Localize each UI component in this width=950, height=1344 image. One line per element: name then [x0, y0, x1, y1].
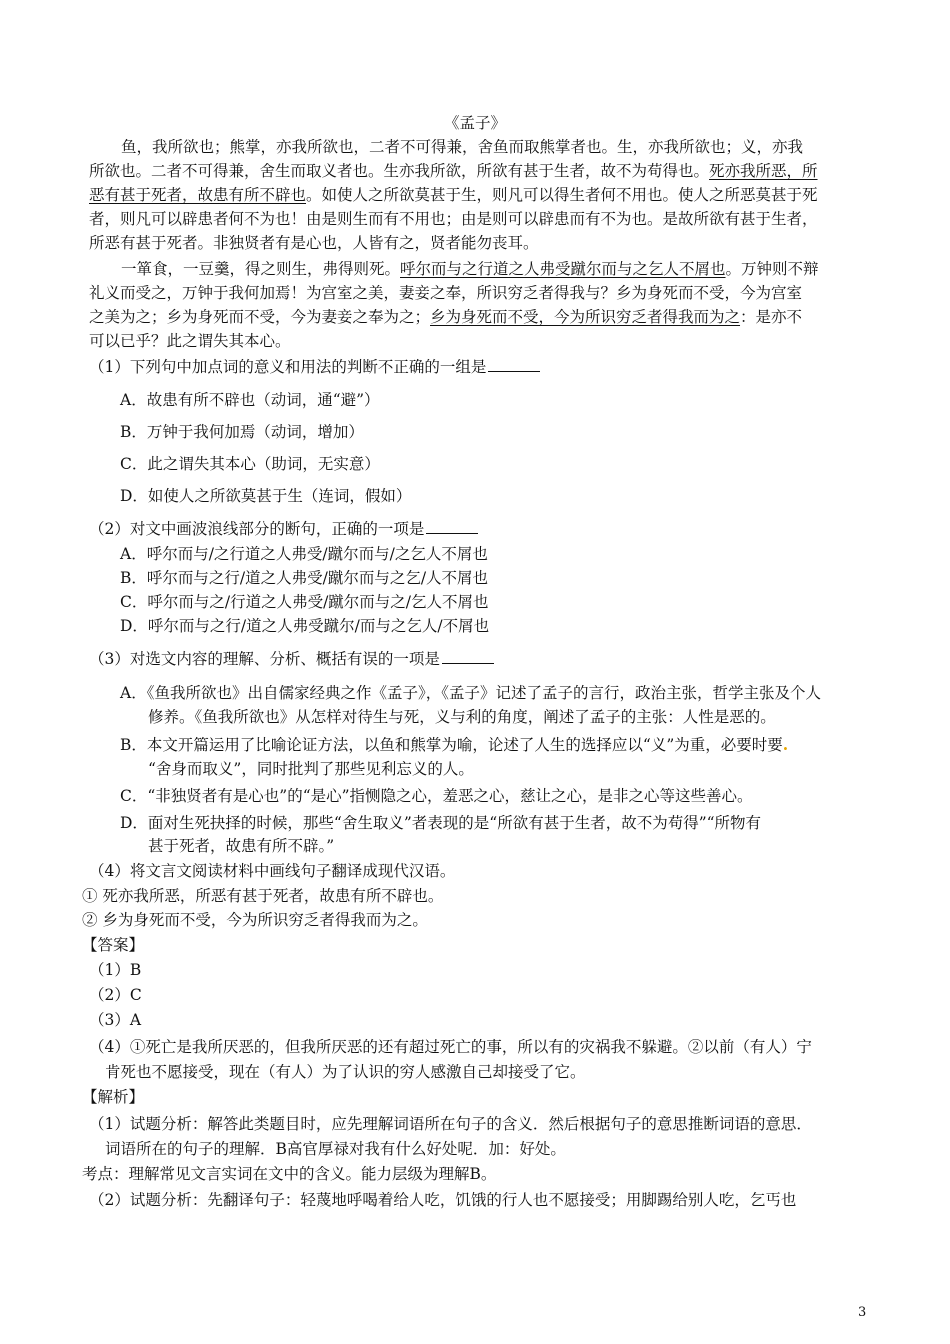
passage-line: 鱼，我所欲也；熊掌，亦我所欲也，二者不可得兼，舍鱼而取熊掌者也。生，亦我所欲也；义，亦我	[121, 138, 804, 156]
page-number: 3	[858, 1305, 867, 1320]
analysis-heading: 【解析】	[82, 1088, 145, 1106]
answer-heading: 【答案】	[82, 936, 145, 954]
q2-option-b: B．呼尔而与之行/道之人弗受/蹴尔而与之乞/人不屑也	[120, 569, 489, 587]
analysis-1-cont: 词语所在的句子的理解．B高官厚禄对我有什么好处呢．加：好处。	[105, 1140, 566, 1158]
answer-1: （1）B	[89, 961, 142, 979]
question-2-stem: （2）对文中画波浪线部分的断句，正确的一项是	[89, 517, 478, 541]
analysis-2: （2）试题分析：先翻译句子：轻蔑地呼喝着给人吃，饥饿的行人也不愿接受；用脚踢给别人吃，乞丐也	[89, 1191, 797, 1209]
q3-option-a-cont: 修养。《鱼我所欲也》从怎样对待生与死，义与利的角度，阐述了孟子的主张：人性是恶的。	[148, 708, 776, 726]
q2-option-c: C．呼尔而与之/行道之人弗受/蹴尔而与之/乞人不屑也	[120, 593, 489, 611]
passage-line: 之美为之；乡为身死而不受，今为妻妾之奉为之；乡为身死而不受，今为所识穷乏者得我而为之：是亦不	[89, 308, 803, 326]
q3-option-b: B．本文开篇运用了比喻论证方法，以鱼和熊掌为喻，论述了人生的选择应以“义”为重，必要时要.	[120, 735, 789, 754]
q1-option-a: A．故患有所不辟也（动词，通“避”）	[120, 391, 380, 409]
passage-line: 者，则凡可以辟患者何不为也！由是则生而有不用也；由是则可以辟患而有不为也。是故所欲有甚于生者，	[89, 210, 818, 228]
passage-title: 《孟子》	[443, 114, 506, 132]
q3-option-b-cont: “舍身而取义”，同时批判了那些见利忘义的人。	[148, 760, 474, 778]
underlined-sentence: 乡为身死而不受，今为所识穷乏者得我而为之	[430, 308, 741, 326]
q1-option-d: D．如使人之所欲莫甚于生（连词，假如）	[120, 487, 412, 505]
q4-sentence-1: ① 死亦我所恶，所恶有甚于死者，故患有所不辟也。	[82, 887, 444, 905]
passage-line: 礼义而受之，万钟于我何加焉！为宫室之美，妻妾之奉，所识穷乏者得我与？乡为身死而不受，今为宫室	[89, 284, 803, 302]
question-4-stem: （4）将文言文阅读材料中画线句子翻译成现代汉语。	[89, 862, 456, 880]
q3-option-c: C．“非独贤者有是心也”的“是心”指恻隐之心，羞恶之心，慈让之心，是非之心等这些善心。	[120, 787, 753, 805]
mark-dot: .	[782, 735, 789, 754]
q3-option-d-cont: 甚于死者，故患有所不辟。”	[148, 837, 335, 855]
q1-option-b: B．万钟于我何加焉（动词，增加）	[120, 423, 364, 441]
answer-3: （3）A	[89, 1011, 142, 1029]
passage-line: 一箪食，一豆羹，得之则生，弗得则死。呼尔而与之行道之人弗受蹴尔而与之乞人不屑也。万钟则不辩	[121, 260, 819, 278]
answer-blank	[426, 519, 478, 534]
analysis-1: （1）试题分析：解答此类题目时，应先理解词语所在句子的含义．然后根据句子的意思推断词语的意思．	[89, 1115, 812, 1133]
answer-blank	[442, 649, 494, 664]
q3-option-d: D．面对生死抉择的时候，那些“舍生取义”者表现的是“所欲有甚于生者，故不为苟得”“所物有	[120, 814, 762, 832]
question-1-stem: （1）下列句中加点词的意义和用法的判断不正确的一组是	[89, 355, 540, 379]
answer-blank	[488, 357, 540, 372]
underlined-sentence: 死亦我所恶，所	[709, 162, 818, 180]
passage-line: 所欲也。二者不可得兼，舍生而取义者也。生亦我所欲，所欲有甚于生者，故不为苟得也。死亦我所恶，所	[89, 162, 818, 180]
q3-option-a: A．《鱼我所欲也》出自儒家经典之作《孟子》，《孟子》记述了孟子的言行，政治主张，哲学主张及个人	[120, 684, 821, 702]
wavy-line-sentence: 呼尔而与之行道之人弗受蹴尔而与之乞人不屑也	[400, 260, 726, 278]
passage-line: 恶有甚于死者，故患有所不辟也。如使人之所欲莫甚于生，则凡可以得生者何不用也。使人之所恶莫甚于死	[89, 186, 818, 204]
answer-2: （2）C	[89, 986, 142, 1004]
underlined-sentence: 恶有甚于死者，故患有所不辟也	[89, 186, 307, 204]
passage-line: 所恶有甚于死者。非独贤者有是心也，人皆有之，贤者能勿丧耳。	[89, 234, 539, 252]
q2-option-d: D．呼尔而与之行/道之人弗受蹴尔/而与之乞人/不屑也	[120, 617, 490, 635]
answer-4-cont: 肯死也不愿接受，现在（有人）为了认识的穷人感激自己却接受了它。	[105, 1063, 586, 1081]
answer-4: （4）①死亡是我所厌恶的，但我所厌恶的还有超过死亡的事，所以有的灾祸我不躲避。②以前（有人）宁	[89, 1038, 812, 1056]
analysis-point: 考点：理解常见文言实词在文中的含义。能力层级为理解B。	[82, 1165, 497, 1183]
q1-option-c: C．此之谓失其本心（助词，无实意）	[120, 455, 380, 473]
q2-option-a: A．呼尔而与/之行道之人弗受/蹴尔而与/之乞人不屑也	[120, 545, 488, 563]
passage-line: 可以已乎？此之谓失其本心。	[89, 332, 291, 350]
question-3-stem: （3）对选文内容的理解、分析、概括有误的一项是	[89, 647, 494, 671]
q4-sentence-2: ② 乡为身死而不受，今为所识穷乏者得我而为之。	[82, 911, 428, 929]
